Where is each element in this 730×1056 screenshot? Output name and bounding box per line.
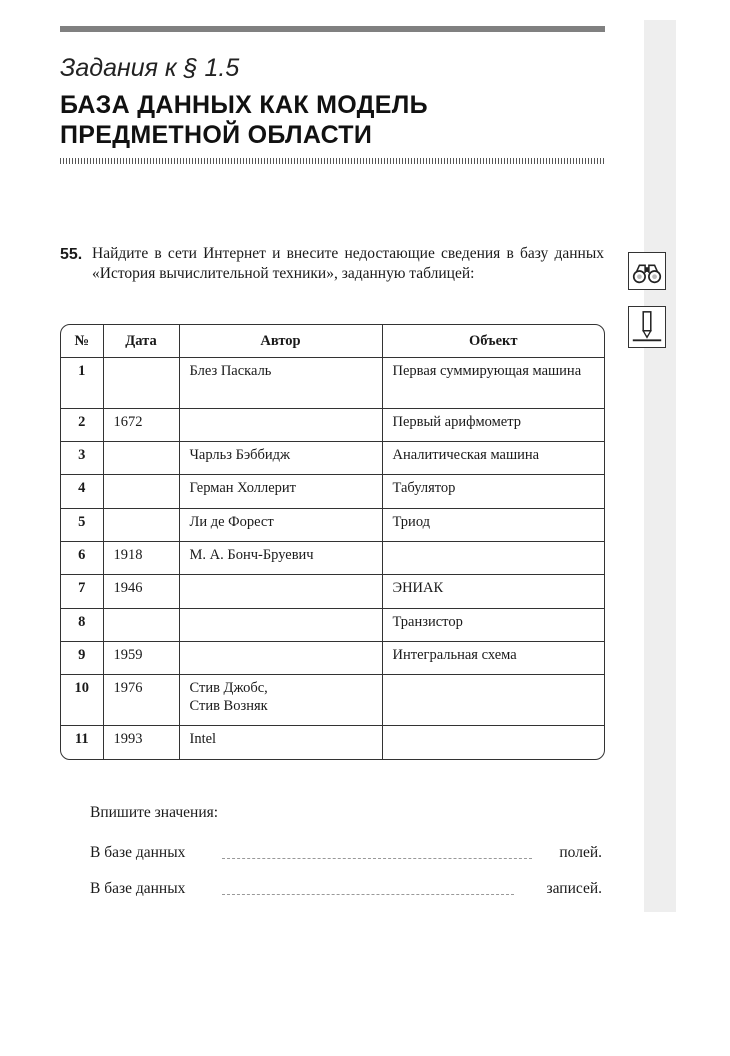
header-rule [60,26,605,32]
date-cell: 1993 [103,726,179,760]
section-heading: Задания к § 1.5 [60,54,240,82]
page-title [60,90,620,150]
object-cell [382,726,604,760]
object-cell [382,542,604,575]
row-number: 9 [61,642,103,675]
table-row [61,358,604,409]
table-row [61,675,604,726]
row-number: 2 [61,408,103,441]
row-number: 5 [61,508,103,541]
table-row [61,608,604,641]
object-cell: Первый арифмометр [382,408,604,441]
date-cell: 1672 [103,408,179,441]
object-cell: Триод [382,508,604,541]
object-cell [382,675,604,726]
author-cell [179,575,382,608]
records-count-blank[interactable] [222,893,514,895]
table-row [61,575,604,608]
object-cell: Интегральная схема [382,642,604,675]
table-row [61,642,604,675]
date-cell: 1976 [103,675,179,726]
row-number: 8 [61,608,103,641]
date-cell [103,441,179,474]
date-cell: 1959 [103,642,179,675]
row-number: 10 [61,675,103,726]
row-number: 6 [61,542,103,575]
table-row [61,508,604,541]
page-title-line-1: БАЗА ДАННЫХ КАК МОДЕЛЬ [60,91,428,119]
date-cell [103,475,179,508]
author-cell: М. А. Бонч-Бруевич [179,542,382,575]
table-header-row [61,325,604,358]
author-cell: Герман Холлерит [179,475,382,508]
author-cell: Стив Джобс, Стив Возняк [179,675,382,726]
author-cell [179,408,382,441]
records-count-label: В базе данных [90,880,186,897]
table-row [61,475,604,508]
margin-strip [644,20,676,912]
fill-in-title: Впишите значения: [90,804,219,821]
records-count-suffix: записей. [546,880,602,897]
binoculars-icon [628,252,666,290]
row-number: 1 [61,358,103,409]
author-cell: Intel [179,726,382,760]
table-row [61,441,604,474]
task-number: 55. [60,246,83,263]
row-number: 4 [61,475,103,508]
date-cell: 1918 [103,542,179,575]
author-cell [179,642,382,675]
column-header-date: Дата [103,325,179,358]
records-count-line [90,880,602,902]
author-cell [179,608,382,641]
fields-count-blank[interactable] [222,857,532,859]
date-cell: 1946 [103,575,179,608]
author-cell: Ли де Форест [179,508,382,541]
date-cell [103,608,179,641]
object-cell: Табулятор [382,475,604,508]
column-header-author: Автор [179,325,382,358]
table-row [61,726,604,760]
column-header-object: Объект [382,325,604,358]
author-cell: Чарльз Бэббидж [179,441,382,474]
row-number: 7 [61,575,103,608]
page-title-line-2: ПРЕДМЕТНОЙ ОБЛАСТИ [60,121,373,149]
fields-count-line [90,844,602,866]
date-cell [103,508,179,541]
row-number: 3 [61,441,103,474]
date-cell [103,358,179,409]
object-cell: Аналитическая машина [382,441,604,474]
object-cell: Транзистор [382,608,604,641]
row-number: 11 [61,726,103,760]
object-cell: Первая суммирующая машина [382,358,604,409]
object-cell: ЭНИАК [382,575,604,608]
table-row [61,542,604,575]
history-table [60,324,605,760]
task-text: Найдите в сети Интернет и внесите недостающие сведения в базу данных «История вычислительной техники», заданную таблицей: [92,245,604,282]
fields-count-suffix: полей. [559,844,602,861]
pencil-icon [628,306,666,348]
title-divider [60,158,605,164]
author-cell: Блез Паскаль [179,358,382,409]
column-header-number: № [61,325,103,358]
fields-count-label: В базе данных [90,844,186,861]
table-row [61,408,604,441]
